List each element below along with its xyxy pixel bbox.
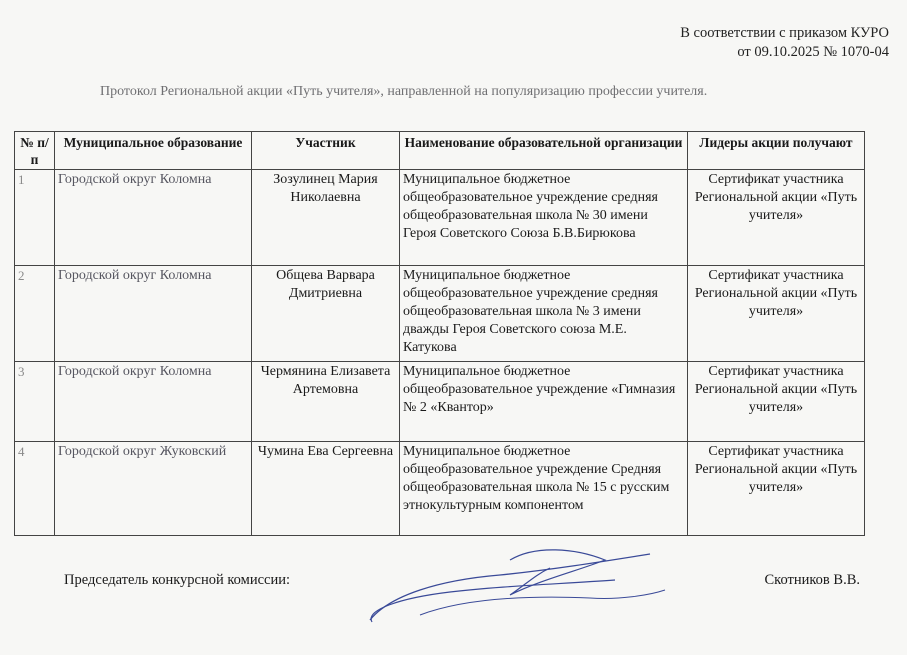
chair-name: Скотников В.В. [764,572,860,588]
cell-municipality: Городской округ Коломна [55,266,252,362]
cell-award: Сертификат участника Региональной акции «Путь учителя» [688,442,865,536]
chair-label: Председатель конкурсной комиссии: [64,572,291,588]
table-row [15,362,865,442]
cell-participant: Чумина Ева Сергеевна [252,442,400,536]
cell-municipality: Городской округ Коломна [55,362,252,442]
cell-organization: Муниципальное бюджетное общеобразовательное учреждение средняя общеобразовательная школа № 30 имени Героя Советского Союза Б.В.Бирюкова [400,170,688,266]
cell-participant: Зозулинец Мария Николаевна [252,170,400,266]
col-header-municipality: Муниципальное образование [55,132,252,170]
cell-organization: Муниципальное бюджетное общеобразовательное учреждение Средняя общеобразовательная школа № 15 с русским этнокультурным компонентом [400,442,688,536]
cell-num: 1 [15,170,55,266]
cell-award: Сертификат участника Региональной акции «Путь учителя» [688,266,865,362]
cell-municipality: Городской округ Жуковский [55,442,252,536]
col-header-participant: Участник [252,132,400,170]
order-line-1: В соответствии с приказом КУРО [680,25,889,41]
signature-scribble [360,540,670,635]
cell-award: Сертификат участника Региональной акции «Путь учителя» [688,362,865,442]
cell-num: 2 [15,266,55,362]
table-row [15,266,865,362]
order-reference [680,24,889,62]
protocol-title: Протокол Региональной акции «Путь учителя», направленной на популяризацию профессии учителя. [100,84,708,99]
col-header-organization: Наименование образовательной организации [400,132,688,170]
cell-participant: Общева Варвара Дмитриевна [252,266,400,362]
cell-num: 3 [15,362,55,442]
col-header-num: № п/п [15,132,55,170]
cell-num: 4 [15,442,55,536]
cell-participant: Чермянина Елизавета Артемовна [252,362,400,442]
cell-organization: Муниципальное бюджетное общеобразовательное учреждение «Гимназия № 2 «Квантор» [400,362,688,442]
order-line-2: от 09.10.2025 № 1070-04 [737,44,889,60]
cell-municipality: Городской округ Коломна [55,170,252,266]
col-header-award: Лидеры акции получают [688,132,865,170]
table-row [15,442,865,536]
table-row [15,170,865,266]
protocol-table [14,131,865,536]
table-header-row [15,132,865,170]
cell-award: Сертификат участника Региональной акции «Путь учителя» [688,170,865,266]
cell-organization: Муниципальное бюджетное общеобразовательное учреждение средняя общеобразовательная школа № 3 имени дважды Героя Советского союза М.Е. Катукова [400,266,688,362]
